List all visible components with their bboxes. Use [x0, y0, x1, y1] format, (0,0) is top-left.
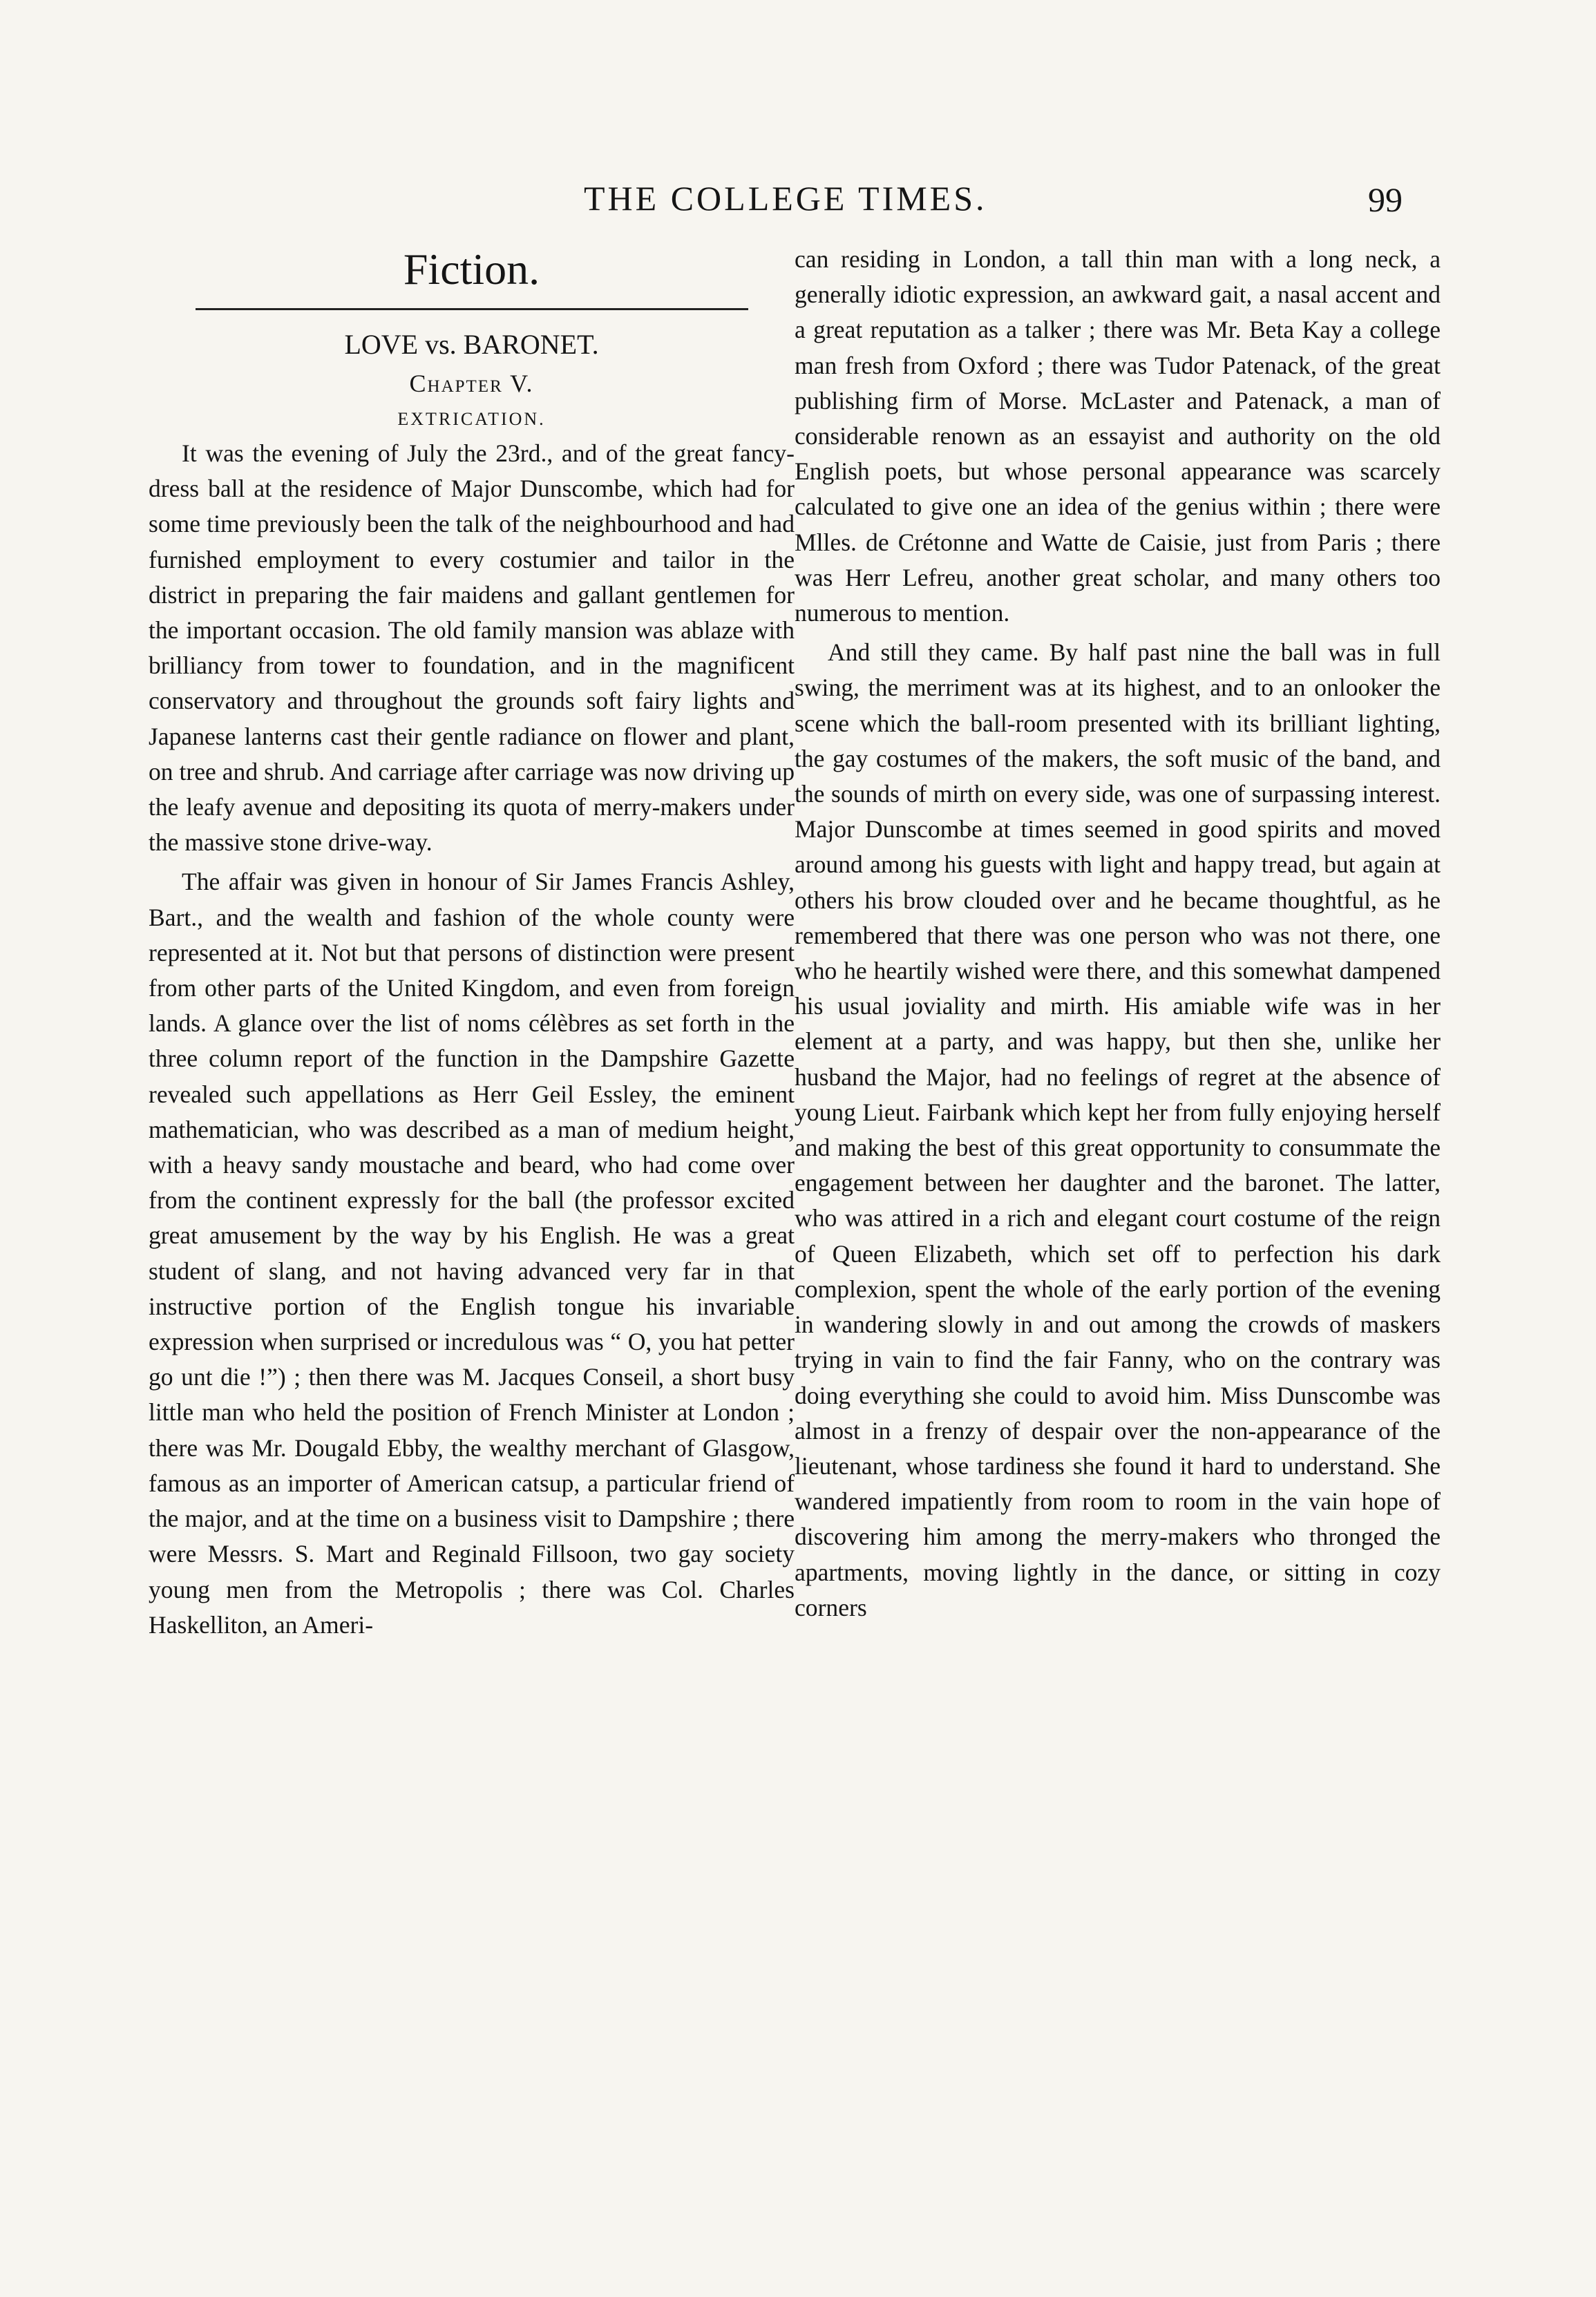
- running-title: THE COLLEGE TIMES.: [584, 179, 987, 218]
- page-header: [0, 178, 1596, 227]
- paragraph: It was the evening of July the 23rd., and of the great fancy-dress ball at the residence of Major Dunscombe, which had for some time previously been the talk of the neighbourhood and had furnished employment to every costumier and tailor in the district in preparing the fair maidens and gallant gentlemen for the important occasion. The old family mansion was ablaze with brilliancy from tower to foundation, and in the magnificent conservatory and throughout the grounds soft fairy lights and Japanese lanterns cast their gentle radiance on flower and plant, on tree and shrub. And carriage after carriage was now driving up the leafy avenue and depositing its quota of merry-makers under the massive stone drive-way.: [149, 439, 795, 857]
- story-title: LOVE vs. BARONET.: [344, 329, 599, 360]
- chapter-subtitle: EXTRICATION.: [397, 409, 546, 429]
- section-heading: Fiction.: [403, 245, 540, 294]
- paragraph: can residing in London, a tall thin man with a long neck, a generally idiotic expression, an awkward gait, a nasal accent and a great reputation as a talker ; there was Mr. Beta Kay a college man fresh from Oxford ; there was Tudor Patenack, of the great publishing firm of Morse. McLaster and Patenack, a man of considerable renown as an essayist and authority on the old English poets, but whose personal appearance was scarcely calculated to give one an idea of the genius within ; there were Mlles. de Crétonne and Watte de Caisie, just from Paris ; there was Herr Lefreu, another great scholar, and many others too numerous to mention.: [795, 245, 1441, 627]
- left-column: [149, 242, 795, 1643]
- paragraph: And still they came. By half past nine the ball was in full swing, the merriment was at its highest, and to an onlooker the scene which the ball-room presented with its brilliant lighting, the gay costumes of the makers, the soft music of the band, and the sounds of mirth on every side, was one of surpassing interest. Major Dunscombe at times seemed in good spirits and moved around among his guests with light and happy tread, but again at others his brow clouded over and he became thoughtful, as he remembered that there was one person who was not there, one who he heartily wished were there, and this somewhat dampened his usual joviality and mirth. His amiable wife was in her element at a party, and was happy, but then she, unlike her husband the Major, had no feelings of regret at the absence of young Lieut. Fairbank which kept her from fully enjoying herself and making the best of this great opportunity to consummate the engagement between her daughter and the baronet. The latter, who was attired in a rich and elegant court costume of the reign of Queen Elizabeth, which set off to perfection his dark complexion, spent the whole of the early portion of the evening in wandering slowly in and out among the crowds of maskers trying in vain to find the fair Fanny, who on the contrary was doing everything she could to avoid him. Miss Dunscombe was almost in a frenzy of despair over the non-appearance of the lieutenant, whose tardiness she found it hard to understand. She wandered impatiently from room to room in the vain hope of discovering him among the merry-makers who thronged the apartments, moving lightly in the dance, or sitting in cozy corners: [795, 638, 1441, 1621]
- chapter-heading: Chapter V.: [409, 370, 534, 397]
- paragraph: The affair was given in honour of Sir James Francis Ashley, Bart., and the wealth and fashion of the whole county were represented at it. Not but that persons of distinction were present from other parts of the United Kingdom, and even from foreign lands. A glance over the list of noms célèbres as set forth in the three column report of the function in the Dampshire Gazette revealed such appellations as Herr Geil Essley, the eminent mathematician, who was described as a man of medium height, with a heavy sandy moustache and beard, who had come over from the continent expressly for the ball (the professor excited great amusement by the way by his English. He was a great student of slang, and not having advanced very far in that instructive portion of the English tongue his invariable expression when surprised or incredulous was “ O, you hat petter go unt die !”) ; then there was M. Jacques Conseil, a short busy little man who held the position of French Minister at London ; there was Mr. Dougald Ebby, the wealthy merchant of Glasgow, famous as an importer of American catsup, a particular friend of the major, and at the time on a business visit to Dampshire ; there were Messrs. S. Mart and Reginald Fillsoon, two gay society young men from the Metropolis ; there was Col. Charles Haskelliton, an Ameri-: [149, 868, 795, 1639]
- page-number: 99: [1368, 180, 1403, 219]
- heading-rule: [196, 308, 748, 310]
- right-column: [795, 242, 1441, 1626]
